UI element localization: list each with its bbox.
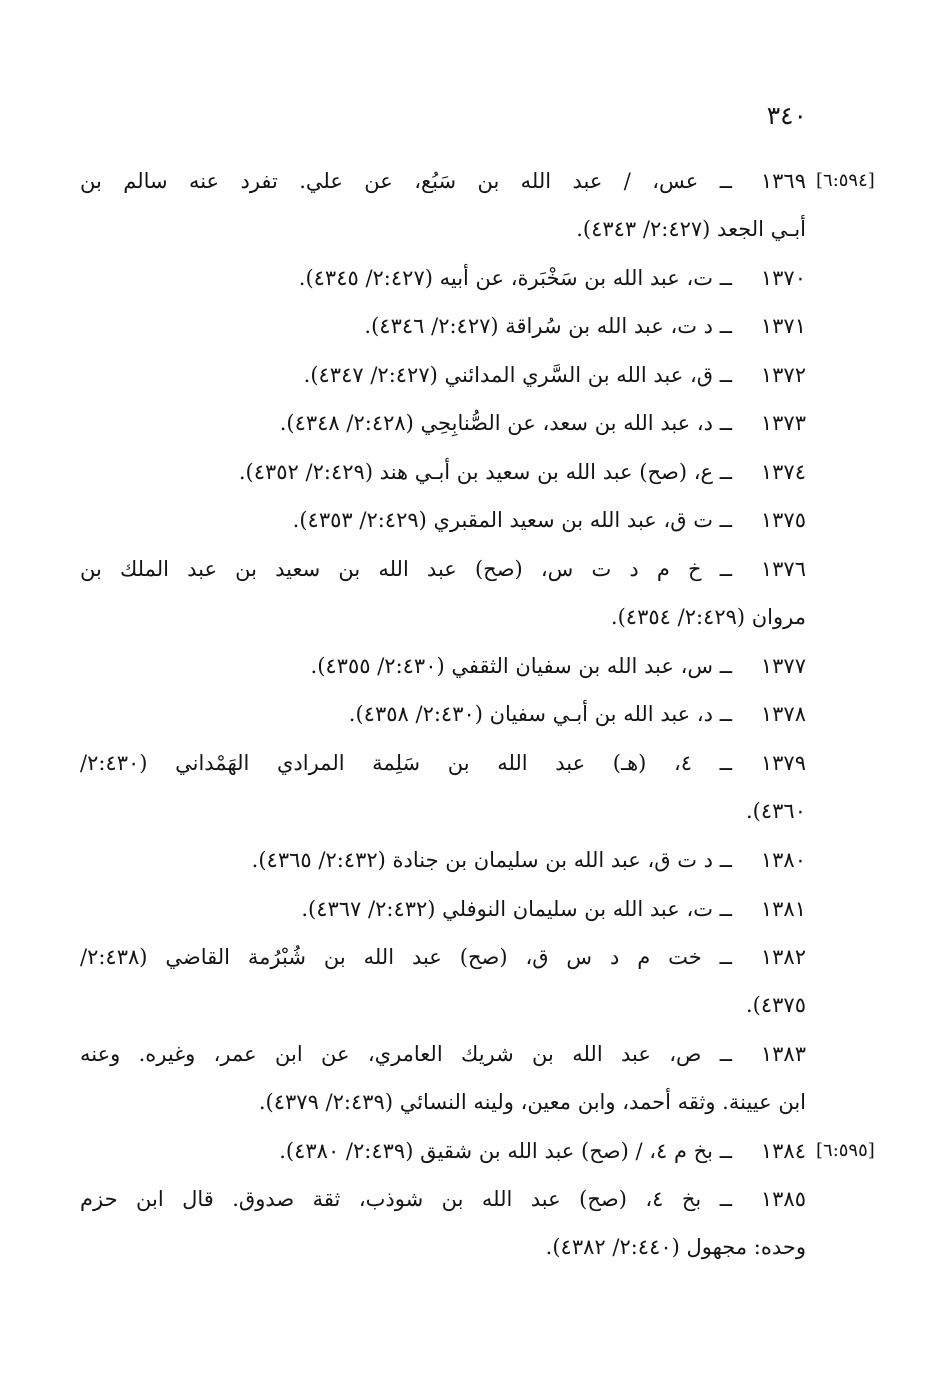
entry-1379 bbox=[80, 739, 806, 835]
entry-number: ١٣٧٩ bbox=[760, 751, 806, 775]
entry-1378 bbox=[80, 690, 806, 738]
entry-number: ١٣٧٤ bbox=[760, 460, 806, 484]
entry-1376 bbox=[80, 545, 806, 641]
entry-text: ــ خ م د ت س، (صح) عبد الله بن سعيد بن عبد الملك بن bbox=[80, 557, 732, 581]
entry-first-line bbox=[80, 933, 806, 981]
entry-number: ١٣٧٥ bbox=[760, 508, 806, 532]
entry-continuation: مروان (٢:٤٢٩/ ٤٣٥٤). bbox=[610, 605, 806, 629]
entry-text: ــ بخ م ٤، / (صح) عبد الله بن شقيق (٢:٤٣٩/ ٤٣٨٠). bbox=[279, 1139, 732, 1163]
entry-continuation: ٤٣٧٥). bbox=[746, 993, 806, 1017]
entry-1382 bbox=[80, 933, 806, 1029]
entry-1384 bbox=[80, 1127, 806, 1175]
entry-first-line bbox=[80, 157, 806, 205]
entry-text: ــ ت ق، عبد الله بن سعيد المقبري (٢:٤٢٩/ ٤٣٥٣). bbox=[292, 508, 732, 532]
entry-text: ــ ع، (صح) عبد الله بن سعيد بن أبـي هند (٢:٤٢٩/ ٤٣٥٢). bbox=[238, 460, 732, 484]
entry-1373 bbox=[80, 399, 806, 447]
entry-number: ١٣٧٨ bbox=[760, 702, 806, 726]
entry-number: ١٣٧٧ bbox=[760, 654, 806, 678]
entry-1385 bbox=[80, 1175, 806, 1271]
entry-1383 bbox=[80, 1030, 806, 1126]
marginal-reference: [٦:٥٩٤] bbox=[816, 170, 875, 191]
entry-1381 bbox=[80, 885, 806, 933]
entry-first-line bbox=[80, 1175, 806, 1223]
entry-1375 bbox=[80, 496, 806, 544]
entry-continuation: وحده: مجهول (٢:٤٤٠/ ٤٣٨٢). bbox=[545, 1235, 806, 1259]
entry-number: ١٣٨٣ bbox=[760, 1042, 806, 1066]
entry-text: ــ س، عبد الله بن سفيان الثقفي (٢:٤٣٠/ ٤٣٥٥). bbox=[310, 654, 732, 678]
entry-1369 bbox=[80, 157, 806, 253]
entry-text: ــ د ت، عبد الله بن سُراقة (٢:٤٢٧/ ٤٣٤٦). bbox=[364, 314, 732, 338]
entry-text: ــ بخ ٤، (صح) عبد الله بن شوذب، ثقة صدوق. قال ابن حزم bbox=[80, 1187, 732, 1211]
entry-number: ١٣٨٥ bbox=[760, 1187, 806, 1211]
entry-first-line bbox=[80, 1030, 806, 1078]
entry-text: ــ ت، عبد الله بن سَخْبَرة، عن أبيه (٢:٤٢٧/ ٤٣٤٥). bbox=[298, 266, 732, 290]
entry-text: ــ د، عبد الله بن سعد، عن الصُّنابِحِي (٢:٤٢٨/ ٤٣٤٨). bbox=[279, 411, 732, 435]
entry-continuation: ٤٣٦٠). bbox=[746, 799, 806, 823]
entry-1377 bbox=[80, 642, 806, 690]
entry-1371 bbox=[80, 302, 806, 350]
entry-1380 bbox=[80, 836, 806, 884]
entry-1372 bbox=[80, 351, 806, 399]
entry-text: ــ ت، عبد الله بن سليمان النوفلي (٢:٤٣٢/ ٤٣٦٧). bbox=[301, 897, 732, 921]
entry-first-line bbox=[80, 739, 806, 787]
entry-number: ١٣٧٦ bbox=[760, 557, 806, 581]
entry-number: ١٣٦٩ bbox=[760, 169, 806, 193]
entry-number: ١٣٧٣ bbox=[760, 411, 806, 435]
entry-number: ١٣٨١ bbox=[760, 897, 806, 921]
entry-number: ١٣٨٢ bbox=[760, 945, 806, 969]
entry-1370 bbox=[80, 254, 806, 302]
marginal-reference: [٦:٥٩٥] bbox=[816, 1140, 875, 1161]
entry-first-line bbox=[80, 545, 806, 593]
entry-number: ١٣٧٠ bbox=[760, 266, 806, 290]
entry-text: ــ ٤، (هـ) عبد الله بن سَلِمة المرادي الهَمْداني (٢:٤٣٠/ bbox=[80, 751, 732, 775]
entry-number: ١٣٧١ bbox=[760, 314, 806, 338]
entry-continuation: ابن عيينة. وثقه أحمد، وابن معين، ولينه النسائي (٢:٤٣٩/ ٤٣٧٩). bbox=[258, 1090, 806, 1114]
entry-text: ــ عس، / عبد الله بن سَبُع، عن علي. تفرد عنه سالم بن bbox=[80, 169, 732, 193]
entry-number: ١٣٧٢ bbox=[760, 363, 806, 387]
entry-text: ــ د ت ق، عبد الله بن سليمان بن جنادة (٢:٤٣٢/ ٤٣٦٥). bbox=[251, 848, 732, 872]
entry-number: ١٣٨٠ bbox=[760, 848, 806, 872]
entry-text: ــ د، عبد الله بن أبـي سفيان (٢:٤٣٠/ ٤٣٥٨). bbox=[348, 702, 732, 726]
entry-text: ــ خت م د س ق، (صح) عبد الله بن شُبْرُمة القاضي (٢:٤٣٨/ bbox=[80, 945, 732, 969]
entry-text: ــ ص، عبد الله بن شريك العامري، عن ابن عمر، وغيره. وعنه bbox=[80, 1042, 732, 1066]
entry-continuation: أبـي الجعد (٢:٤٢٧/ ٤٣٤٣). bbox=[576, 217, 806, 241]
page-number: ٣٤٠ bbox=[766, 101, 807, 130]
entry-1374 bbox=[80, 448, 806, 496]
entry-text: ــ ق، عبد الله بن السَّري المدائني (٢:٤٢٧/ ٤٣٤٧). bbox=[303, 363, 732, 387]
entry-number: ١٣٨٤ bbox=[760, 1139, 806, 1163]
